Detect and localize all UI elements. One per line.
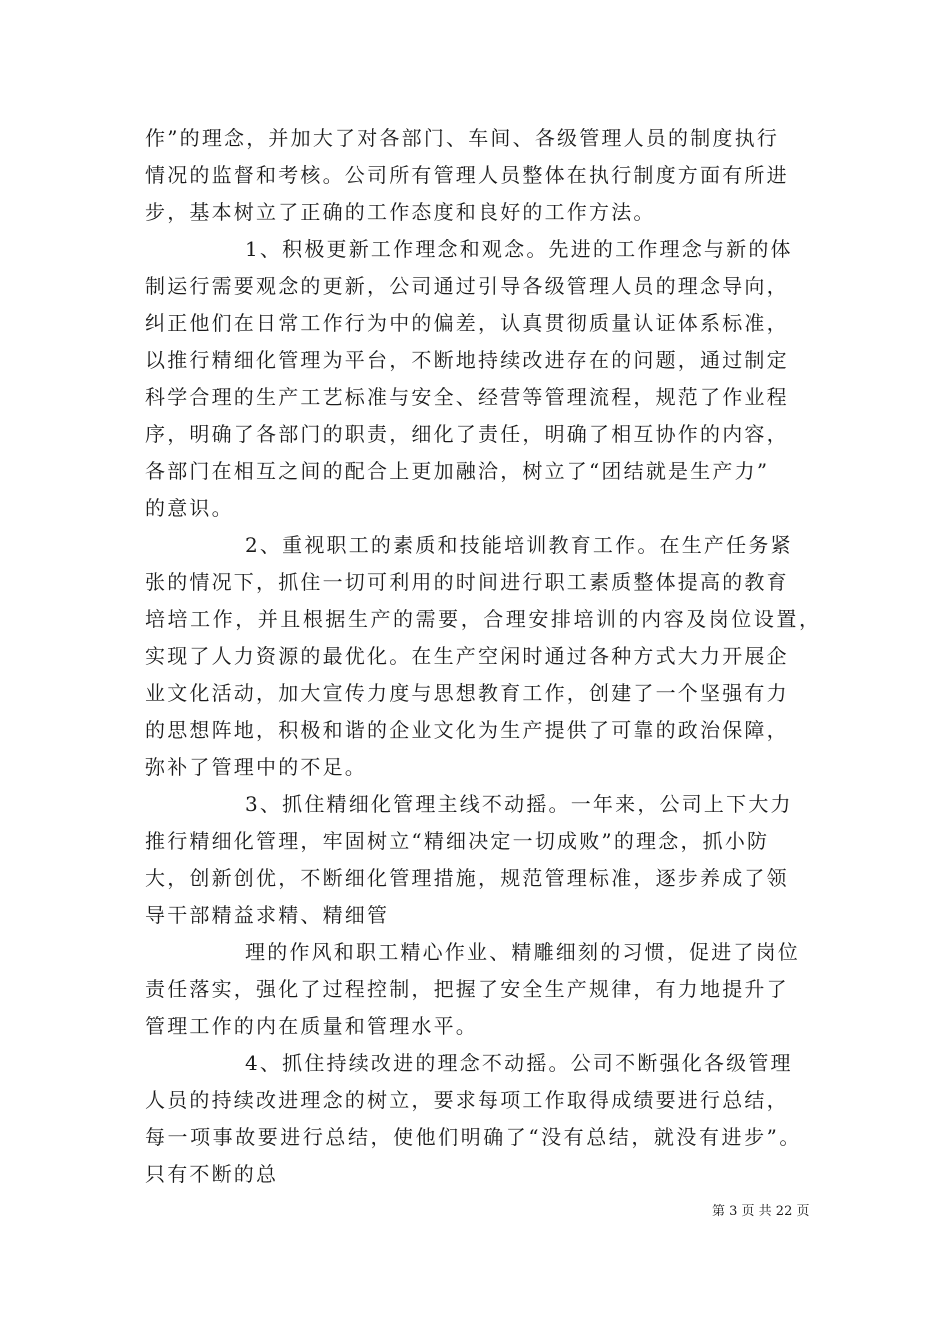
- text-line: 的意识。: [145, 496, 234, 520]
- paragraph-2-start: 2、重视职工的素质和技能培训教育工作。在生产任务紧: [245, 533, 793, 557]
- text-line: 步，基本树立了正确的工作态度和良好的工作方法。: [145, 200, 656, 224]
- text-line: 作”的理念，并加大了对各部门、车间、各级管理人员的制度执行: [145, 126, 780, 150]
- paragraph-1-start: 1、积极更新工作理念和观念。先进的工作理念与新的体: [245, 237, 793, 261]
- text-line: 各部门在相互之间的配合上更加融洽，树立了“团结就是生产力”: [145, 459, 770, 483]
- text-line: 管理工作的内在质量和管理水平。: [145, 1014, 478, 1038]
- text-line: 序，明确了各部门的职责，细化了责任，明确了相互协作的内容，: [145, 422, 789, 446]
- paragraph-4-start: 4、抓住持续改进的理念不动摇。公司不断强化各级管理: [245, 1051, 793, 1075]
- text-line: 培培工作，并且根据生产的需要，合理安排培训的内容及岗位设置，: [145, 607, 822, 631]
- text-line: 实现了人力资源的最优化。在生产空闲时通过各种方式大力开展企: [145, 644, 789, 668]
- text-line: 制运行需要观念的更新，公司通过引导各级管理人员的理念导向，: [145, 274, 789, 298]
- text-line: 张的情况下，抓住一切可利用的时间进行职工素质整体提高的教育: [145, 570, 789, 594]
- text-line: 责任落实，强化了过程控制，把握了安全生产规律，有力地提升了: [145, 977, 789, 1001]
- paragraph-3-start: 3、抓住精细化管理主线不动摇。一年来，公司上下大力: [245, 792, 793, 816]
- text-line: 导干部精益求精、精细管: [145, 903, 390, 927]
- text-line: 的思想阵地，积极和谐的企业文化为生产提供了可靠的政治保障，: [145, 718, 789, 742]
- text-line: 大，创新创优，不断细化管理措施，规范管理标准，逐步养成了领: [145, 866, 789, 890]
- text-line: 以推行精细化管理为平台，不断地持续改进存在的问题，通过制定: [145, 348, 789, 372]
- text-line: 纠正他们在日常工作行为中的偏差，认真贯彻质量认证体系标准，: [145, 311, 789, 335]
- text-line: 推行精细化管理，牢固树立“精细决定一切成败”的理念，抓小防: [145, 829, 770, 853]
- text-line: 弥补了管理中的不足。: [145, 755, 367, 779]
- text-line: 每一项事故要进行总结，使他们明确了“没有总结，就没有进步”。: [145, 1125, 802, 1149]
- text-line: 只有不断的总: [145, 1162, 279, 1186]
- text-line: 人员的持续改进理念的树立，要求每项工作取得成绩要进行总结，: [145, 1088, 789, 1112]
- text-line: 业文化活动，加大宣传力度与思想教育工作，创建了一个坚强有力: [145, 681, 789, 705]
- page-number-footer: 第 3 页 共 22 页: [712, 1204, 810, 1219]
- text-line-continued: 理的作风和职工精心作业、精雕细刻的习惯，促进了岗位: [245, 940, 800, 964]
- text-line: 情况的监督和考核。公司所有管理人员整体在执行制度方面有所进: [145, 163, 789, 187]
- text-line: 科学合理的生产工艺标准与安全、经营等管理流程，规范了作业程: [145, 385, 789, 409]
